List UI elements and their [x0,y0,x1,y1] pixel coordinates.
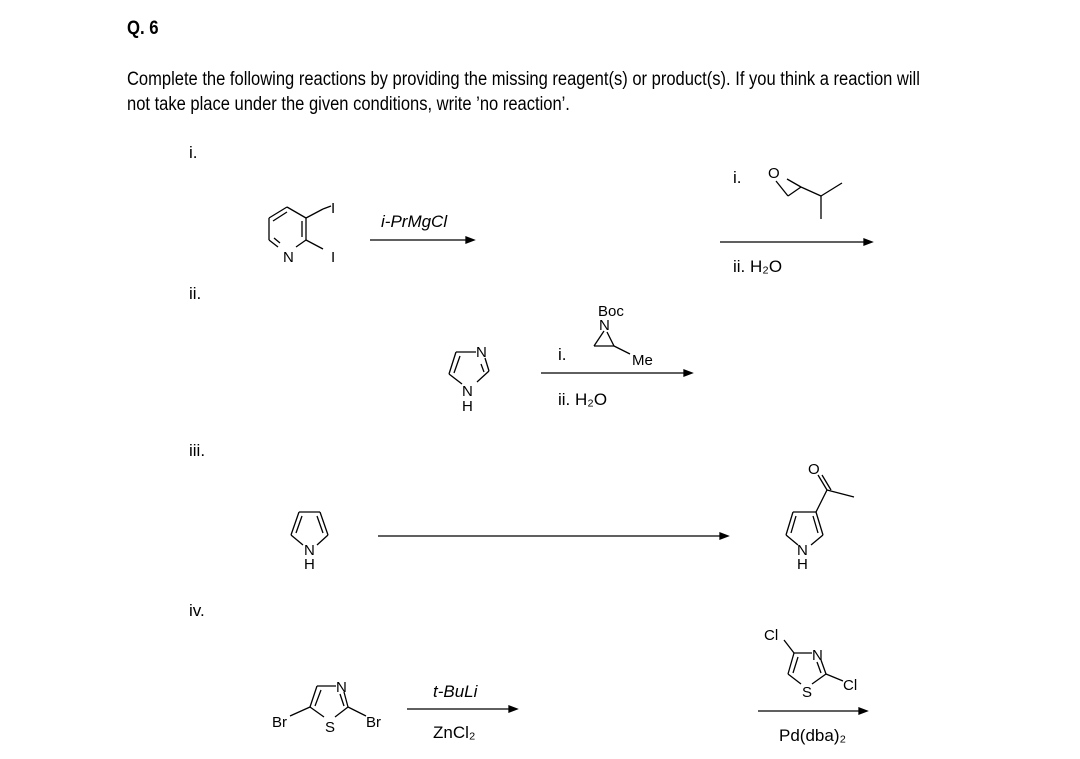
aziridine-n-label: N [599,317,610,334]
aziridine-structure [594,331,630,354]
imidazole-n3-label: N [476,344,487,361]
dichlorothiazole-cl-right: Cl [843,677,858,694]
dichlorothiazole-n-label: N [812,647,823,664]
dichlorothiazole-cl-top: Cl [764,627,779,644]
reaction-1-reagent-step2-i: i. [733,168,742,187]
thiazole-s-label: S [325,719,336,736]
reaction-4-number: iv. [189,601,205,620]
methyl-label: Me [632,352,653,369]
reaction-2-number: ii. [189,284,202,303]
acetylpyrrole-h-label: H [797,556,808,573]
thiazole-br-label-right: Br [366,714,381,731]
reaction-4-reagent-bottom: ZnCl₂ [433,723,476,742]
pyridine-n-label: N [283,249,294,266]
reaction-1-reagent-step2-ii: ii. H₂O [733,257,783,276]
pyridine-ring [269,206,331,249]
reaction-1-reagent-step1: i-PrMgCl [381,212,448,231]
reaction-4-catalyst: Pd(dba)₂ [779,726,847,745]
reaction-4-arrowhead-1 [509,706,517,712]
acetyl-o-label: O [808,461,820,478]
dibromothiazole-ring [290,686,366,717]
thiazole-n-label: N [336,679,347,696]
pyrrole-n-label: N [304,542,315,559]
reaction-3-number: iii. [189,441,206,460]
boc-label: Boc [598,303,624,320]
reaction-1-arrowhead-2 [864,239,872,245]
instructions-line-1: Complete the following reactions by providing the missing reagent(s) or product(s). If you think a reaction will [127,69,920,90]
pyrrole-ring [291,512,328,545]
acetylpyrrole-ring [786,475,854,545]
acetylpyrrole-n-label: N [797,542,808,559]
question-title: Q. 6 [127,18,159,39]
reaction-2-arrowhead [684,370,692,376]
reaction-3-arrowhead [720,533,728,539]
reaction-2-reagent-ii: ii. H₂O [558,390,608,409]
reaction-1-number: i. [189,143,198,162]
instructions-line-2: not take place under the given conditions, write ’no reaction’. [127,94,570,115]
imidazole-n1-label: N [462,383,473,400]
dichlorothiazole-s-label: S [802,684,813,701]
iodo-label-top: I [331,200,336,217]
epoxide-o-label: O [768,165,780,182]
reaction-4-arrowhead-2 [859,708,867,714]
reaction-2-reagent-i: i. [558,345,567,364]
pyrrole-h-label: H [304,556,315,573]
iodo-label-bottom: I [331,249,336,266]
thiazole-br-label-left: Br [272,714,287,731]
reaction-1-arrowhead-1 [466,237,474,243]
reaction-4-reagent-top: t-BuLi [433,682,478,701]
imidazole-h-label: H [462,398,473,415]
epoxide-structure [776,179,842,219]
